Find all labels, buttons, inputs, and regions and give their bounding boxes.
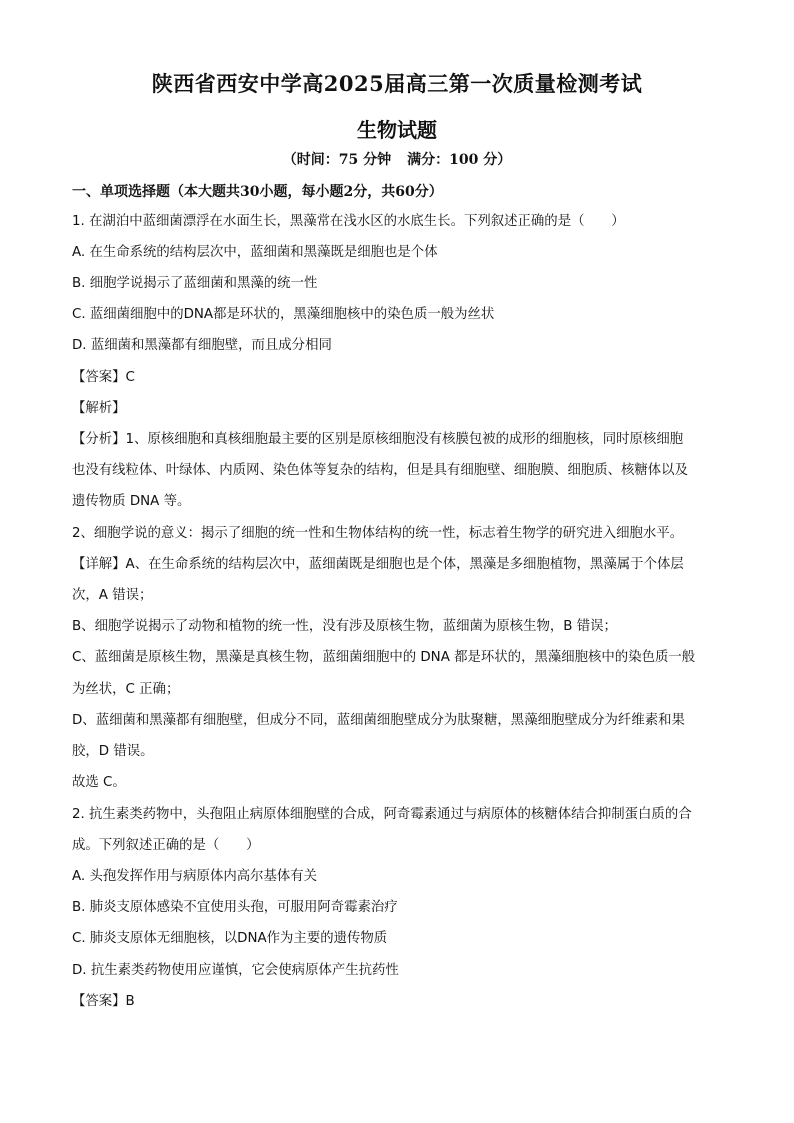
q1-option-b: B. 细胞学说揭示了蓝细菌和黑藻的统一性 [72,276,318,291]
q1-option-c: C. 蓝细菌细胞中的DNA都是环状的，黑藻细胞核中的染色质一般为丝状 [72,307,495,322]
exam-meta [0,149,794,169]
q1-analysis-line: 胶，D 错误。 [72,744,154,759]
q1-option-d: D. 蓝细菌和黑藻都有细胞壁，而且成分相同 [72,338,332,353]
q1-analysis-line: 故选 C。 [72,775,126,790]
q1-analysis-line: 【分析】1、原核细胞和真核细胞最主要的区别是原核细胞没有核膜包被的成形的细胞核，同时原核细胞 [72,432,684,447]
q1-analysis-line: 【详解】A、在生命系统的结构层次中，蓝细菌既是细胞也是个体，黑藻是多细胞植物，黑藻属于个体层 [72,557,684,572]
q1-answer: 【答案】C [72,370,135,385]
q1-analysis-line: 遗传物质 DNA 等。 [72,494,191,509]
exam-time: （时间：75 分钟 [282,152,392,168]
q2-answer: 【答案】B [72,994,135,1009]
q1-analysis-line: 也没有线粒体、叶绿体、内质网、染色体等复杂的结构，但是具有细胞壁、细胞膜、细胞质、核糖体以及 [72,463,688,478]
q1-stem: 1. 在湖泊中蓝细菌漂浮在水面生长，黑藻常在浅水区的水底生长。下列叙述正确的是（ ） [72,214,625,229]
q2-option-c: C. 肺炎支原体无细胞核，以DNA作为主要的遗传物质 [72,931,388,946]
q1-analysis-line: C、蓝细菌是原核生物，黑藻是真核生物，蓝细菌细胞中的 DNA 都是环状的，黑藻细胞核中的染色质一般 [72,650,696,665]
q1-analysis-line: 次，A 错误； [72,588,153,603]
q2-option-b: B. 肺炎支原体感染不宜使用头孢，可服用阿奇霉素治疗 [72,900,398,915]
q1-analysis-line: 为丝状，C 正确； [72,682,180,697]
q1-analysis-label: 【解析】 [72,401,126,416]
exam-score: 满分：100 分） [407,152,512,168]
exam-title: 陕西省西安中学高2025届高三第一次质量检测考试 [151,71,643,96]
q1-analysis-line: 2、细胞学说的意义：揭示了细胞的统一性和生物体结构的统一性，标志着生物学的研究进入细胞水平。 [72,526,684,541]
q2-option-d: D. 抗生素类药物使用应谨慎，它会使病原体产生抗药性 [72,963,399,978]
subject-title: 生物试题 [357,118,437,142]
q2-stem-line: 2. 抗生素类药物中，头孢阻止病原体细胞壁的合成，阿奇霉素通过与病原体的核糖体结合抑制蛋白质的合 [72,807,692,822]
q2-stem-line: 成。下列叙述正确的是（ ） [72,838,260,853]
q1-option-a: A. 在生命系统的结构层次中，蓝细菌和黑藻既是细胞也是个体 [72,245,438,260]
q1-analysis-line: B、细胞学说揭示了动物和植物的统一性，没有涉及原核生物，蓝细菌为原核生物，B 错误； [72,619,617,634]
q2-option-a: A. 头孢发挥作用与病原体内高尔基体有关 [72,869,318,884]
q1-analysis-line: D、蓝细菌和黑藻都有细胞壁，但成分不同，蓝细菌细胞壁成分为肽聚糖，黑藻细胞壁成分为纤维素和果 [72,713,685,728]
section-heading: 一、单项选择题（本大题共30小题，每小题2分，共60分） [72,184,443,200]
